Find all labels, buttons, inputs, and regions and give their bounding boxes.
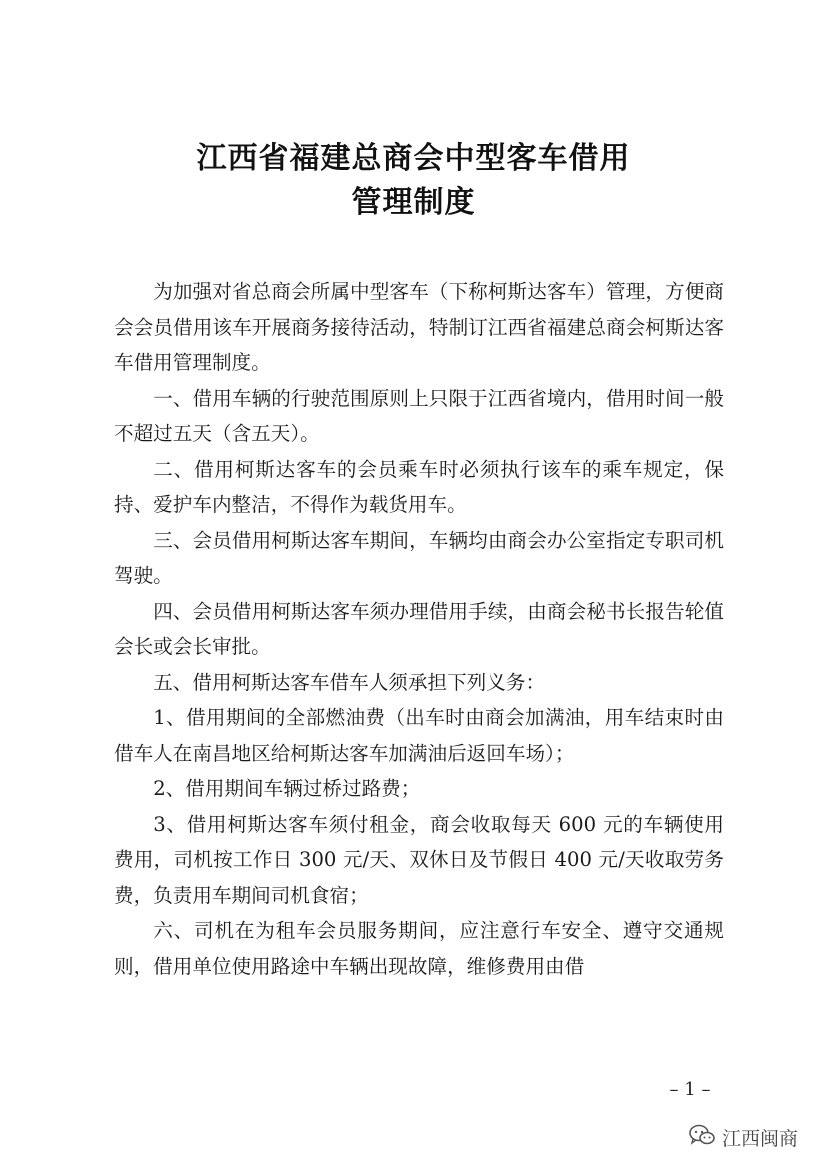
paragraph-item-3: 3、借用柯斯达客车须付租金，商会收取每天 600 元的车辆使用费用，司机按工作日 300 元/天、双休日及节假日 400 元/天收取劳务费，负责用车期间司机食宿； — [114, 812, 724, 907]
document-body — [114, 274, 724, 984]
paragraph-clause-3: 三、会员借用柯斯达客车期间，车辆均由商会办公室指定专职司机驾驶。 — [114, 528, 724, 587]
paragraph-clause-1: 一、借用车辆的行驶范围原则上只限于江西省境内，借用时间一般不超过五天（含五天）。 — [114, 386, 724, 445]
paragraph-item-1: 1、借用期间的全部燃油费（出车时由商会加满油，用车结束时由借车人在南昌地区给柯斯达客车加满油后返回车场）； — [114, 706, 724, 765]
paragraph-intro: 为加强对省总商会所属中型客车（下称柯斯达客车）管理，方便商会会员借用该车开展商务接待活动，特制订江西省福建总商会柯斯达客车借用管理制度。 — [114, 280, 724, 374]
watermark — [688, 1123, 798, 1152]
paragraph-clause-6: 六、司机在为租车会员服务期间，应注意行车安全、遵守交通规则，借用单位使用路途中车辆出现故障，维修费用由借 — [114, 919, 724, 978]
wechat-icon — [688, 1123, 716, 1152]
paragraph-clause-4: 四、会员借用柯斯达客车须办理借用手续，由商会秘书长报告轮值会长或会长审批。 — [114, 599, 724, 658]
watermark-text: 江西闽商 — [722, 1128, 799, 1150]
page-number: – 1 – — [669, 1079, 711, 1100]
paragraph-item-2: 2、借用期间车辆过桥过路费； — [153, 777, 421, 800]
paragraph-clause-5: 五、借用柯斯达客车借车人须承担下列义务： — [153, 670, 546, 694]
document-title-line-1: 江西省福建总商会中型客车借用 — [196, 141, 631, 176]
paragraph-clause-2: 二、借用柯斯达客车的会员乘车时必须执行该车的乘车规定，保持、爱护车内整洁，不得作为载货用车。 — [114, 457, 724, 516]
document-title-line-2: 管理制度 — [351, 185, 476, 220]
